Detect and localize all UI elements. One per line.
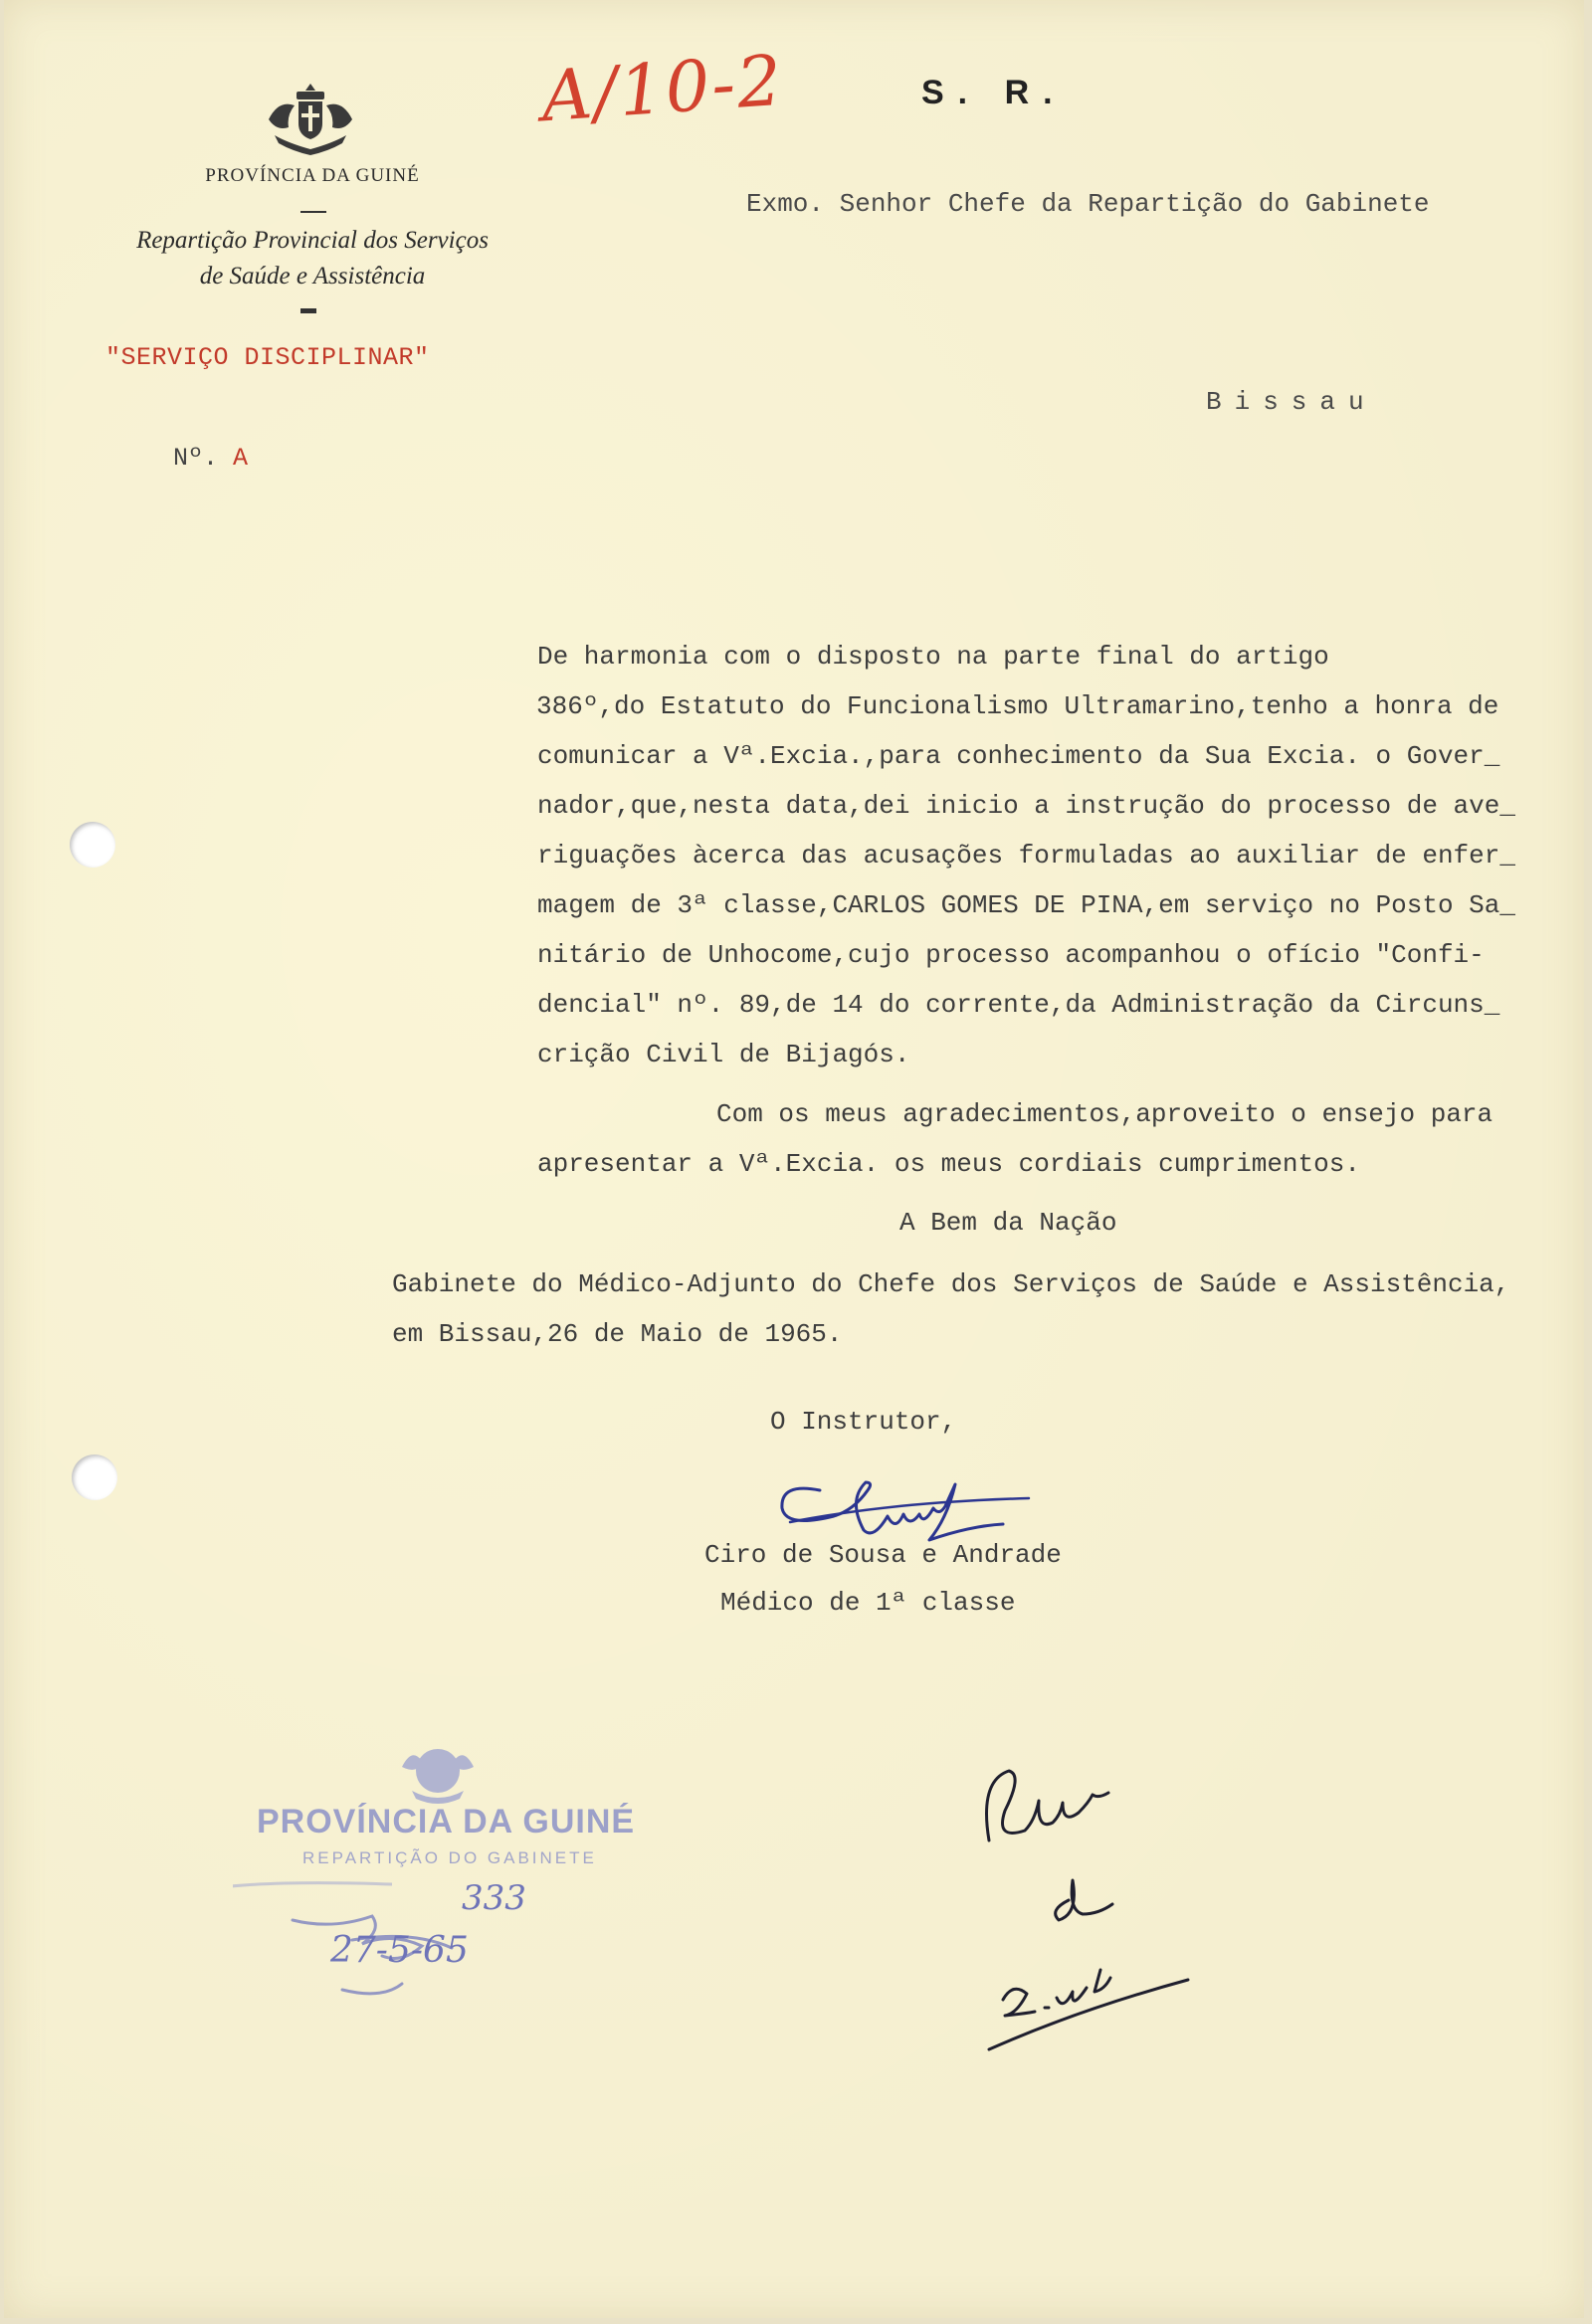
- stamp-subtitle: REPARTIÇÃO DO GABINETE: [302, 1848, 597, 1867]
- number-label: Nº.: [173, 444, 219, 473]
- text-line: magem de 3ª classe,CARLOS GOMES DE PINA,em serviço no Posto Sa_: [537, 890, 1515, 920]
- divider: [300, 211, 326, 213]
- approval-handwriting: [969, 1751, 1228, 2069]
- letter-paragraph: [537, 1089, 1572, 1189]
- punch-hole: [70, 822, 115, 868]
- text-line: crição Civil de Bijagós.: [537, 1040, 910, 1069]
- text-line: Com os meus agradecimentos,aproveito o ensejo para: [716, 1099, 1493, 1129]
- stamp-entry-date: 27-5-65: [330, 1930, 469, 1971]
- text-line: riguações àcerca das acusações formuladas ao auxiliar de enfer_: [537, 841, 1515, 871]
- stamp-entry-number: 333: [462, 1878, 526, 1918]
- department-name-cont: de Saúde e Assistência: [199, 263, 426, 290]
- office-line: Gabinete do Médico-Adjunto do Chefe dos Serviços de Saúde e Assistência,: [392, 1269, 1510, 1299]
- letter-page: [4, 0, 1584, 2318]
- handwritten-reference: A/10-2: [538, 39, 786, 138]
- date-line: em Bissau,26 de Maio de 1965.: [392, 1319, 843, 1349]
- punch-hole: [72, 1454, 117, 1500]
- text-line: comunicar a Vª.Excia.,para conhecimento da Sua Excia. o Gover_: [537, 741, 1500, 771]
- document-number: [173, 444, 248, 473]
- text-line: nador,que,nesta data,dei inicio a instrução do processo de ave_: [537, 791, 1515, 821]
- signer-title: Médico de 1ª classe: [720, 1588, 1016, 1618]
- text-line: De harmonia com o disposto na parte final do artigo: [537, 642, 1329, 672]
- text-line: nitário de Unhocome,cujo processo acompanhou o ofício "Confi-: [537, 940, 1485, 970]
- service-label: "SERVIÇO DISCIPLINAR": [105, 343, 430, 372]
- signer-name: Ciro de Sousa e Andrade: [704, 1540, 1062, 1570]
- stamp-province: PROVÍNCIA DA GUINÉ: [257, 1803, 636, 1840]
- approval-date: [989, 1990, 993, 1991]
- number-value: A: [233, 444, 249, 473]
- letter-paragraph: [537, 632, 1572, 1079]
- text-line: 386º,do Estatuto do Funcionalismo Ultramarino,tenho a honra de: [536, 691, 1499, 721]
- classification-mark: S. R.: [921, 74, 1067, 111]
- addressee-city: Bissau: [1206, 387, 1377, 417]
- divider: [300, 308, 316, 313]
- addressee-line: Exmo. Senhor Chefe da Repartição do Gabinete: [746, 189, 1430, 219]
- closing-salutation: A Bem da Nação: [899, 1208, 1117, 1238]
- department-stamp: [233, 1731, 651, 2069]
- coat-of-arms-icon: [265, 80, 356, 159]
- text-line: dencial" nº. 89,de 14 do corrente,da Administração da Circuns_: [537, 990, 1500, 1020]
- signer-role: O Instrutor,: [770, 1407, 957, 1437]
- text-line: apresentar a Vª.Excia. os meus cordiais cumprimentos.: [537, 1149, 1360, 1179]
- department-name: Repartição Provincial dos Serviços: [136, 227, 489, 254]
- province-heading: PROVÍNCIA DA GUINÉ: [205, 165, 420, 186]
